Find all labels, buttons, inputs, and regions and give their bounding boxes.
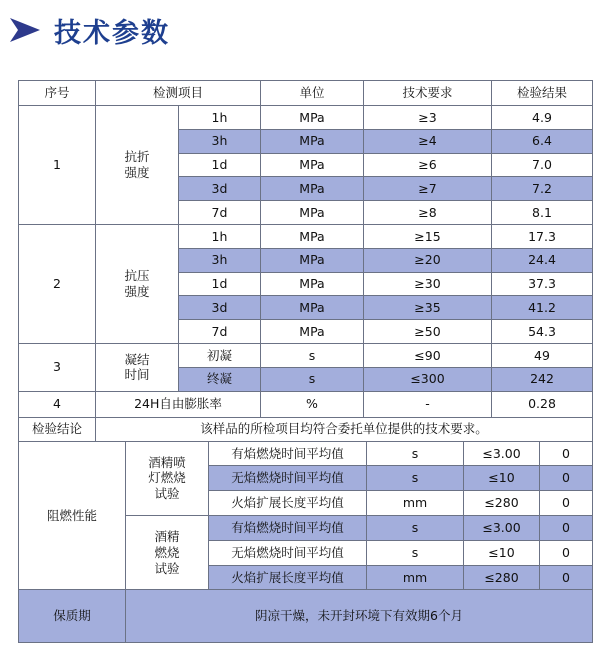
conclusion-label: 检验结论: [18, 417, 96, 442]
shelf-text: 阴凉干燥，未开封环境下有效期6个月: [125, 589, 593, 643]
setting-unit: s: [260, 343, 364, 368]
expansion-requirement: -: [363, 391, 492, 418]
flexural-time: 7d: [178, 200, 261, 225]
setting-requirement: ≤300: [363, 367, 492, 392]
compressive-unit: MPa: [260, 295, 364, 320]
header-unit: 单位: [260, 80, 364, 106]
flame-requirement: ≤3.00: [463, 515, 540, 541]
flame-item: 无焰燃烧时间平均值: [208, 540, 367, 566]
flexural-time: 3d: [178, 176, 261, 201]
setting-result: 242: [491, 367, 593, 392]
compressive-unit: MPa: [260, 272, 364, 297]
flame-unit: mm: [366, 490, 464, 516]
flame-result: 0: [539, 515, 593, 541]
compressive-unit: MPa: [260, 224, 364, 249]
flexural-name: 抗折 强度: [95, 105, 179, 225]
compressive-time: 1d: [178, 272, 261, 297]
flame-unit: mm: [366, 565, 464, 591]
compressive-requirement: ≥50: [363, 319, 492, 344]
tech-params-table: [18, 80, 592, 642]
flame-result: 0: [539, 540, 593, 566]
compressive-result: 17.3: [491, 224, 593, 249]
header-item: 检测项目: [95, 80, 261, 106]
compressive-requirement: ≥20: [363, 248, 492, 273]
flexural-requirement: ≥6: [363, 153, 492, 178]
flexural-result: 6.4: [491, 129, 593, 154]
conclusion-text: 该样品的所检项目均符合委托单位提供的技术要求。: [95, 417, 593, 442]
chevron-right-icon: [8, 16, 42, 44]
flexural-time: 1h: [178, 105, 261, 130]
flame-unit: s: [366, 540, 464, 566]
flexural-requirement: ≥3: [363, 105, 492, 130]
flame-item: 有焰燃烧时间平均值: [208, 515, 367, 541]
flame-result: 0: [539, 465, 593, 491]
compressive-result: 54.3: [491, 319, 593, 344]
header-seq: 序号: [18, 80, 96, 106]
flame-group-name: 酒精喷 灯燃烧 试验: [125, 441, 209, 516]
compressive-time: 7d: [178, 319, 261, 344]
compressive-time: 3d: [178, 295, 261, 320]
flexural-unit: MPa: [260, 105, 364, 130]
flame-unit: s: [366, 441, 464, 467]
setting-time: 终凝: [178, 367, 261, 392]
flame-group-name: 酒精 燃烧 试验: [125, 515, 209, 590]
flame-requirement: ≤280: [463, 565, 540, 591]
flame-result: 0: [539, 441, 593, 467]
setting-seq: 3: [18, 343, 96, 392]
flexural-result: 8.1: [491, 200, 593, 225]
flame-item: 火焰扩展长度平均值: [208, 490, 367, 516]
header-result: 检验结果: [491, 80, 593, 106]
compressive-requirement: ≥15: [363, 224, 492, 249]
flexural-requirement: ≥4: [363, 129, 492, 154]
setting-requirement: ≤90: [363, 343, 492, 368]
compressive-unit: MPa: [260, 319, 364, 344]
page-title: 技术参数: [54, 17, 170, 49]
setting-name: 凝结 时间: [95, 343, 179, 392]
expansion-name: 24H自由膨胀率: [95, 391, 261, 418]
compressive-requirement: ≥30: [363, 272, 492, 297]
flexural-result: 7.0: [491, 153, 593, 178]
flexural-requirement: ≥8: [363, 200, 492, 225]
flexural-seq: 1: [18, 105, 96, 225]
flame-item: 有焰燃烧时间平均值: [208, 441, 367, 467]
compressive-result: 41.2: [491, 295, 593, 320]
setting-time: 初凝: [178, 343, 261, 368]
compressive-seq: 2: [18, 224, 96, 344]
compressive-name: 抗压 强度: [95, 224, 179, 344]
flexural-unit: MPa: [260, 176, 364, 201]
flexural-unit: MPa: [260, 153, 364, 178]
flame-item: 无焰燃烧时间平均值: [208, 465, 367, 491]
setting-result: 49: [491, 343, 593, 368]
compressive-time: 3h: [178, 248, 261, 273]
header-requirement: 技术要求: [363, 80, 492, 106]
expansion-unit: %: [260, 391, 364, 418]
compressive-requirement: ≥35: [363, 295, 492, 320]
flexural-result: 7.2: [491, 176, 593, 201]
flame-unit: s: [366, 465, 464, 491]
flame-item: 火焰扩展长度平均值: [208, 565, 367, 591]
flame-requirement: ≤3.00: [463, 441, 540, 467]
compressive-result: 37.3: [491, 272, 593, 297]
compressive-time: 1h: [178, 224, 261, 249]
flexural-requirement: ≥7: [363, 176, 492, 201]
flame-requirement: ≤10: [463, 540, 540, 566]
flexural-time: 3h: [178, 129, 261, 154]
flame-unit: s: [366, 515, 464, 541]
section-header: [8, 10, 170, 50]
flame-result: 0: [539, 490, 593, 516]
flexural-unit: MPa: [260, 200, 364, 225]
flame-label: 阻燃性能: [18, 441, 126, 591]
compressive-result: 24.4: [491, 248, 593, 273]
setting-unit: s: [260, 367, 364, 392]
flexural-unit: MPa: [260, 129, 364, 154]
compressive-unit: MPa: [260, 248, 364, 273]
flame-requirement: ≤280: [463, 490, 540, 516]
flexural-time: 1d: [178, 153, 261, 178]
flame-result: 0: [539, 565, 593, 591]
shelf-label: 保质期: [18, 589, 126, 643]
flexural-result: 4.9: [491, 105, 593, 130]
flame-requirement: ≤10: [463, 465, 540, 491]
expansion-seq: 4: [18, 391, 96, 418]
expansion-result: 0.28: [491, 391, 593, 418]
